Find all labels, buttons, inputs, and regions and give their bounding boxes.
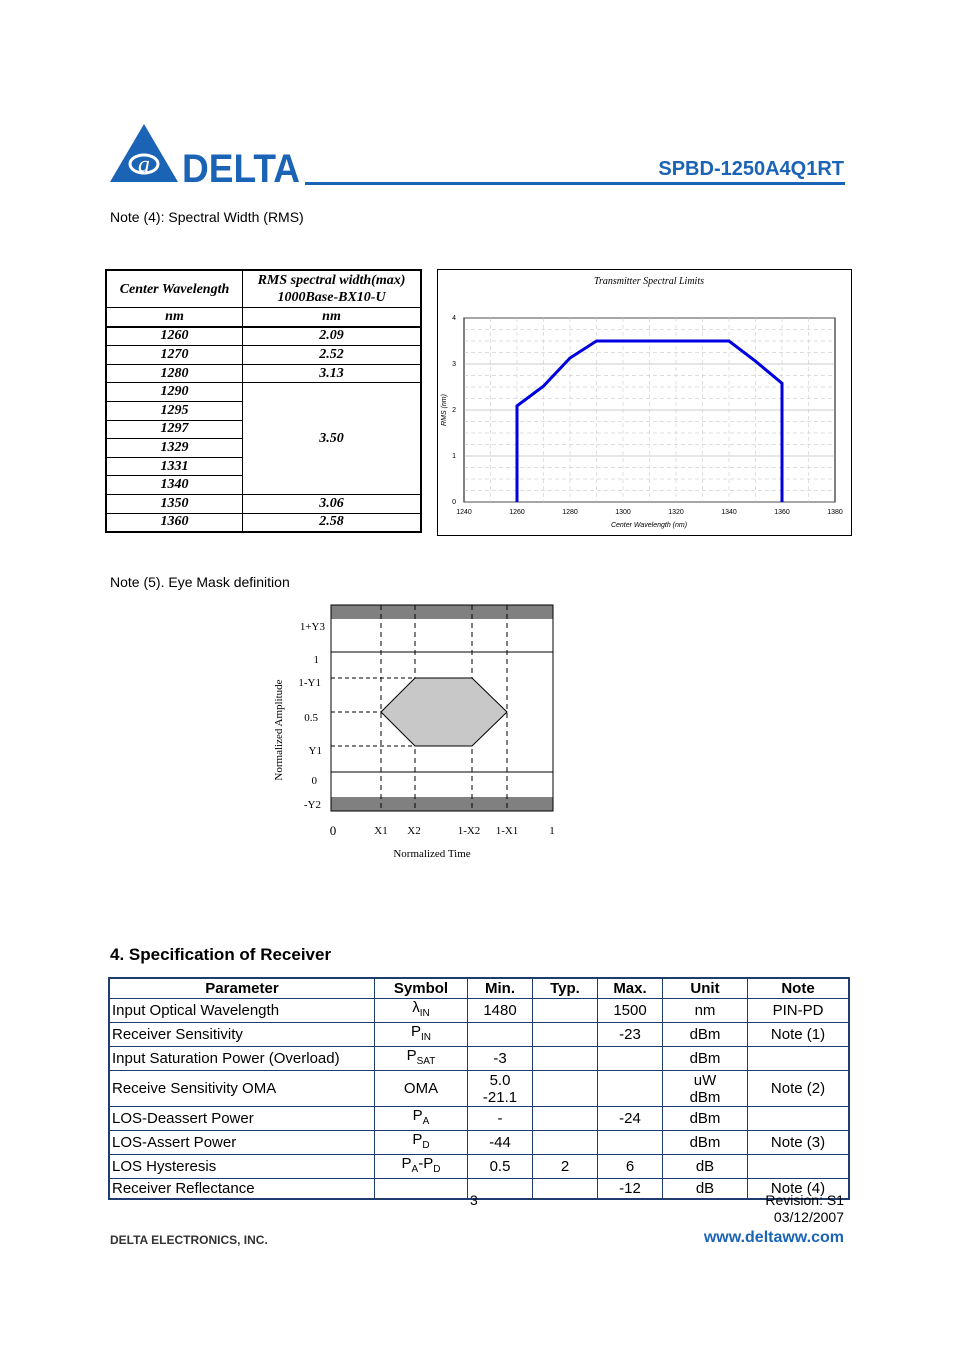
max-cell: 1500 <box>598 999 663 1023</box>
x-tick-label: 1260 <box>509 509 525 516</box>
rms-cell: 2.09 <box>243 327 422 346</box>
y-tick-label: 4 <box>452 315 456 322</box>
max-cell <box>598 1071 663 1107</box>
min-cell: -3 <box>468 1047 533 1071</box>
unit-cell: dB <box>663 1155 748 1179</box>
min-cell: -44 <box>468 1131 533 1155</box>
symbol-cell <box>375 1155 468 1179</box>
unit-cell <box>663 1071 748 1107</box>
col-header: Symbol <box>375 978 468 999</box>
rms-cell-merged: 3.50 <box>243 383 422 495</box>
x-axis-label: Center Wavelength (nm) <box>610 522 688 529</box>
x-label: 1-X2 <box>457 825 481 837</box>
eye-x-axis-title: Normalized Time <box>393 848 471 860</box>
brand-name: DELTA <box>182 147 300 186</box>
wl-cell: 1297 <box>106 420 243 439</box>
rms-cell: 3.13 <box>243 364 422 383</box>
table-row <box>109 1179 849 1200</box>
min-cell: - <box>468 1107 533 1131</box>
x-label: 0 <box>329 823 337 838</box>
max-cell <box>598 1047 663 1071</box>
unit-dbm: dBm <box>689 1088 721 1106</box>
receiver-spec-table <box>108 977 850 1200</box>
note-cell: PIN-PD <box>748 999 850 1023</box>
symbol-cell <box>375 999 468 1023</box>
unit-cell: dB <box>663 1179 748 1200</box>
unit-cell: dBm <box>663 1047 748 1071</box>
unit-cell: dBm <box>663 1107 748 1131</box>
symbol-cell <box>375 1047 468 1071</box>
table-row <box>109 1107 849 1131</box>
table-row <box>109 1023 849 1047</box>
max-cell <box>598 1131 663 1155</box>
wl-cell: 1270 <box>106 346 243 365</box>
revision-date: 03/12/2007 <box>773 1209 844 1225</box>
param-cell: Receiver Reflectance <box>109 1179 375 1200</box>
symbol-cell: OMA <box>375 1071 468 1107</box>
max-cell: 6 <box>598 1155 663 1179</box>
wl-cell: 1295 <box>106 401 243 420</box>
max-cell: -12 <box>598 1179 663 1200</box>
symbol-subscript: A <box>411 1164 419 1175</box>
symbol-cell <box>375 1131 468 1155</box>
y-label: 0.5 <box>304 712 318 724</box>
page-number: 3 <box>470 1192 478 1208</box>
company-name: DELTA ELECTRONICS, INC. <box>110 1233 268 1247</box>
x-tick-label: 1360 <box>774 509 790 516</box>
param-cell: LOS Hysteresis <box>109 1155 375 1179</box>
max-cell: -24 <box>598 1107 663 1131</box>
unit-cell: nm <box>243 308 422 327</box>
unit-cell: nm <box>663 999 748 1023</box>
rms-header-line1: RMS spectral width(max) <box>257 273 406 288</box>
param-cell: Receive Sensitivity OMA <box>109 1071 375 1107</box>
eye-y-axis-title: Normalized Amplitude <box>273 679 285 781</box>
table-row <box>109 999 849 1023</box>
typ-cell <box>533 1047 598 1071</box>
table-row <box>106 327 421 346</box>
wl-cell: 1340 <box>106 476 243 495</box>
x-tick-label: 1280 <box>562 509 578 516</box>
y-tick-label: 2 <box>452 407 456 414</box>
symbol-subscript: D <box>422 1140 430 1151</box>
wl-cell: 1331 <box>106 457 243 476</box>
y-label: Y1 <box>308 745 322 757</box>
typ-cell <box>533 1023 598 1047</box>
unit-cell: nm <box>106 308 243 327</box>
x-tick-label: 1320 <box>668 509 684 516</box>
symbol-cell <box>375 1179 468 1200</box>
param-cell: LOS-Assert Power <box>109 1131 375 1155</box>
header-rule <box>305 182 845 185</box>
typ-cell <box>533 999 598 1023</box>
rms-cell: 2.52 <box>243 346 422 365</box>
x-label: X2 <box>407 825 421 837</box>
spectral-chart <box>438 270 851 535</box>
min-cell <box>468 1023 533 1047</box>
col-header-center-wavelength: Center Wavelength <box>106 270 243 308</box>
col-header: Note <box>748 978 850 999</box>
y-tick-label: 1 <box>452 453 456 460</box>
table-row <box>109 1131 849 1155</box>
min-value-dbm: -21.1 <box>482 1088 518 1106</box>
symbol: P <box>412 1107 423 1124</box>
col-header: Min. <box>468 978 533 999</box>
note-cell <box>748 1155 850 1179</box>
table-row <box>106 364 421 383</box>
unit-cell: dBm <box>663 1131 748 1155</box>
delta-logo <box>110 122 302 186</box>
x-tick-label: 1300 <box>615 509 631 516</box>
top-mask-band <box>331 605 553 619</box>
website-link[interactable]: www.deltaww.com <box>703 1229 844 1246</box>
table-row <box>109 1071 849 1107</box>
typ-cell <box>533 1107 598 1131</box>
symbol: λ <box>412 999 420 1016</box>
table-row <box>106 513 421 532</box>
y-label: 1-Y1 <box>298 677 321 689</box>
x-label: 1 <box>549 825 555 837</box>
rms-cell: 2.58 <box>243 513 422 532</box>
symbol-subscript: IN <box>421 1032 431 1043</box>
x-tick-label: 1380 <box>827 509 843 516</box>
param-cell: Input Saturation Power (Overload) <box>109 1047 375 1071</box>
unit-cell: dBm <box>663 1023 748 1047</box>
y-label: -Y2 <box>303 799 321 811</box>
x-tick-label: 1340 <box>721 509 737 516</box>
y-axis-label: RMS (nm) <box>441 394 448 426</box>
typ-cell <box>533 1179 598 1200</box>
y-label: 0 <box>311 775 317 787</box>
y-tick-label: 0 <box>452 499 456 506</box>
wl-cell: 1260 <box>106 327 243 346</box>
col-header-rms <box>243 270 422 308</box>
table-row <box>109 1047 849 1071</box>
model-title: SPBD-1250A4Q1RT <box>658 158 844 180</box>
symbol-cell <box>375 1023 468 1047</box>
table-row <box>106 383 421 402</box>
note-5-heading: Note (5). Eye Mask definition <box>110 574 290 590</box>
eye-mask-diagram <box>265 600 565 870</box>
col-header: Unit <box>663 978 748 999</box>
wl-cell: 1350 <box>106 494 243 513</box>
param-cell: Receiver Sensitivity <box>109 1023 375 1047</box>
spectral-chart-frame <box>437 269 852 536</box>
note-cell <box>748 1107 850 1131</box>
symbol-subscript: D <box>433 1164 441 1175</box>
note-4-heading: Note (4): Spectral Width (RMS) <box>110 209 304 225</box>
col-header: Max. <box>598 978 663 999</box>
symbol-cell <box>375 1107 468 1131</box>
symbol: P <box>410 1023 421 1040</box>
max-cell: -23 <box>598 1023 663 1047</box>
bottom-mask-band <box>331 797 553 811</box>
rms-header-line2: 1000Base-BX10-U <box>277 290 386 305</box>
typ-cell <box>533 1071 598 1107</box>
wl-cell: 1290 <box>106 383 243 402</box>
spectral-width-table <box>105 269 422 533</box>
note-cell <box>748 1047 850 1071</box>
symbol: P <box>412 1131 423 1148</box>
min-cell <box>468 1071 533 1107</box>
rms-cell: 3.06 <box>243 494 422 513</box>
table-header-row <box>109 978 849 999</box>
note-cell: Note (2) <box>748 1071 850 1107</box>
symbol-subscript: SAT <box>416 1056 436 1067</box>
revision-block <box>765 1192 844 1226</box>
note-cell: Note (4) <box>748 1179 850 1200</box>
chart-title: Transmitter Spectral Limits <box>593 276 705 287</box>
wl-cell: 1280 <box>106 364 243 383</box>
y-label: 1 <box>313 654 319 666</box>
typ-cell: 2 <box>533 1155 598 1179</box>
symbol-subscript: A <box>422 1116 430 1127</box>
min-cell: 1480 <box>468 999 533 1023</box>
typ-cell <box>533 1131 598 1155</box>
param-cell: LOS-Deassert Power <box>109 1107 375 1131</box>
x-label: 1-X1 <box>495 825 519 837</box>
table-row <box>106 346 421 365</box>
table-row <box>106 494 421 513</box>
revision: Revision: S1 <box>765 1192 844 1208</box>
param-cell: Input Optical Wavelength <box>109 999 375 1023</box>
y-tick-label: 3 <box>452 361 456 368</box>
min-value-uw: 5.0 <box>489 1071 511 1089</box>
note-cell: Note (3) <box>748 1131 850 1155</box>
symbol: P <box>401 1155 412 1172</box>
eye-mask-hexagon <box>381 678 507 746</box>
unit-uw: uW <box>693 1071 717 1089</box>
svg-text:a: a <box>138 152 150 178</box>
col-header: Parameter <box>109 978 375 999</box>
wl-cell: 1360 <box>106 513 243 532</box>
x-tick-label: 1240 <box>456 509 472 516</box>
min-cell: 0.5 <box>468 1155 533 1179</box>
section-title: 4. Specification of Receiver <box>110 945 332 964</box>
x-label: X1 <box>374 825 388 837</box>
y-label: 1+Y3 <box>299 621 325 633</box>
wl-cell: 1329 <box>106 439 243 458</box>
symbol: P <box>406 1047 417 1064</box>
table-row <box>109 1155 849 1179</box>
symbol-subscript: IN <box>419 1008 430 1019</box>
symbol: -P <box>418 1155 434 1172</box>
note-cell: Note (1) <box>748 1023 850 1047</box>
col-header: Typ. <box>533 978 598 999</box>
